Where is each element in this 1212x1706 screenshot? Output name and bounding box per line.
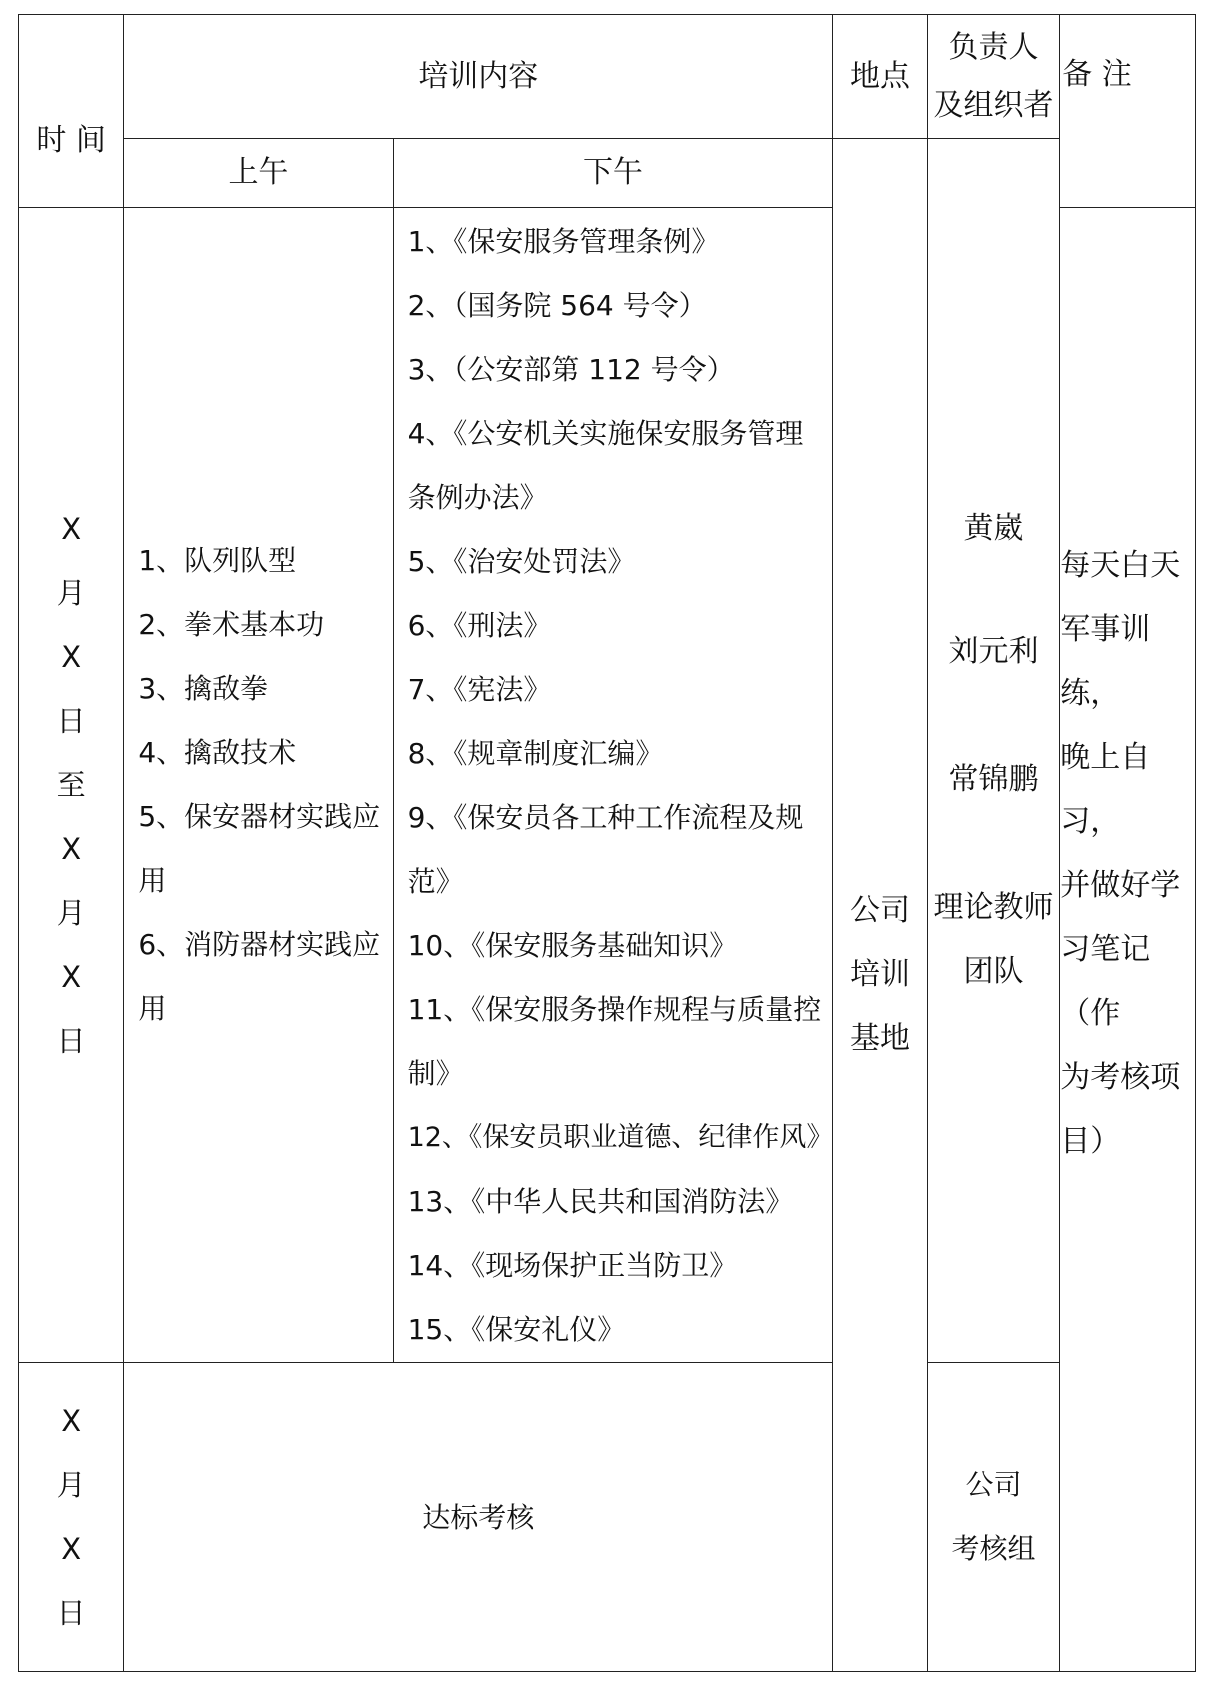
row1-afternoon — [393, 208, 833, 1363]
training-schedule-table — [18, 14, 1196, 1672]
list-item: 9、《保安员各工种工作流程及规 — [407, 801, 804, 834]
row1-time: X 月 X 日 至 X 月 X 日 — [19, 208, 124, 1363]
header-notes: 备 注 — [1060, 15, 1196, 208]
list-item: 14、《现场保护正当防卫》 — [407, 1249, 738, 1282]
morning-list — [124, 529, 392, 1041]
list-item: 15、《保安礼仪》 — [407, 1313, 626, 1346]
header-afternoon: 下午 — [393, 139, 833, 208]
list-item: 6、《刑法》 — [407, 609, 552, 642]
list-item: 2、拳术基本功 — [138, 608, 325, 641]
row1-morning — [124, 208, 393, 1363]
list-item: 12、《保安员职业道德、纪律作风》 — [407, 1122, 834, 1153]
list-item: 4、《公安机关实施保安服务管理 — [407, 417, 804, 450]
location-cell: 公司 培训 基地 — [833, 139, 927, 1672]
notes-cell: 每天白天 军事训 练， 晚上自 习， 并做好学 习笔记 （作 为考核项 目） — [1060, 208, 1196, 1672]
list-item: 范》 — [407, 865, 464, 898]
list-item: 4、擒敌技术 — [138, 736, 297, 769]
list-item: 3、（公安部第 112 号令） — [407, 353, 735, 386]
list-item: 2、（国务院 564 号令） — [407, 289, 707, 322]
list-item: 用 — [138, 864, 167, 897]
list-item: 5、保安器材实践应 — [138, 800, 381, 833]
list-item: 7、《宪法》 — [407, 673, 552, 706]
list-item: 制》 — [407, 1057, 464, 1090]
list-item: 6、消防器材实践应 — [138, 928, 381, 961]
list-item: 1、《保安服务管理条例》 — [407, 225, 720, 258]
header-time: 时 间 — [19, 15, 124, 208]
list-item: 1、队列队型 — [138, 544, 297, 577]
row2-content: 达标考核 — [124, 1363, 833, 1672]
list-item: 13、《中华人民共和国消防法》 — [407, 1185, 794, 1218]
list-item: 3、擒敌拳 — [138, 672, 269, 705]
afternoon-list — [394, 208, 833, 1362]
header-content: 培训内容 — [124, 15, 833, 139]
list-item: 5、《治安处罚法》 — [407, 545, 636, 578]
row2-responsible: 公司 考核组 — [927, 1363, 1059, 1672]
responsible-cell: 黄崴 刘元利 常锦鹏 理论教师 团队 — [927, 139, 1059, 1363]
header-morning: 上午 — [124, 139, 393, 208]
list-item: 8、《规章制度汇编》 — [407, 737, 664, 770]
list-item: 10、《保安服务基础知识》 — [407, 929, 738, 962]
list-item: 条例办法》 — [407, 481, 548, 514]
header-responsible: 负责人 及组织者 — [927, 15, 1059, 139]
row2-time: X 月 X 日 — [19, 1363, 124, 1672]
header-location: 地点 — [833, 15, 927, 139]
list-item: 11、《保安服务操作规程与质量控 — [407, 993, 822, 1026]
list-item: 用 — [138, 992, 167, 1025]
